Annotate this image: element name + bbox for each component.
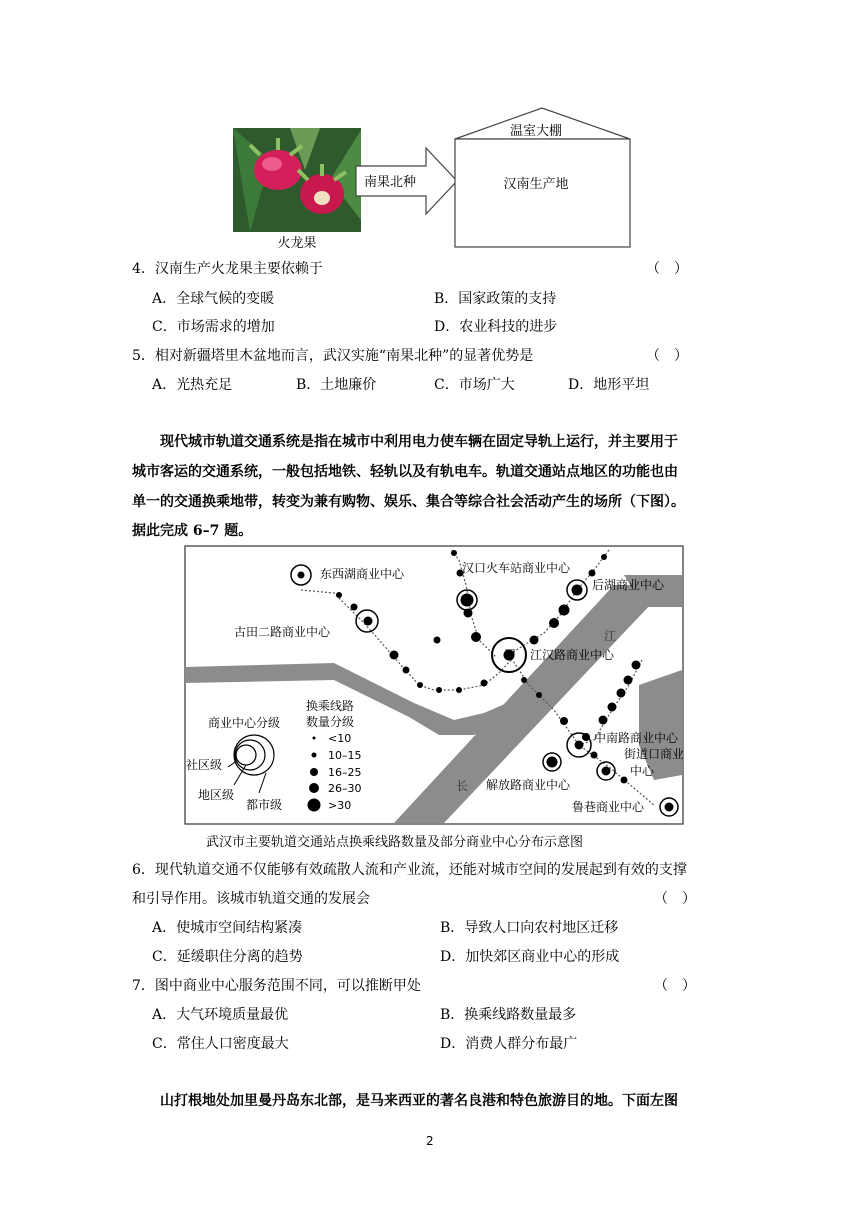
map-caption: 武汉市主要轨道交通站点换乘线路数量及部分商业中心分布示意图: [206, 835, 584, 850]
legend-district: 地区级: [198, 788, 235, 802]
legend-level-1: <10: [328, 732, 352, 745]
label-houhu: 后湖商业中心: [592, 578, 665, 592]
legend-level-2: 10–15: [328, 749, 362, 762]
legend-level-3: 16–25: [328, 766, 362, 779]
legend-city: 都市级: [246, 798, 283, 812]
label-luxiang: 鲁巷商业中心: [572, 800, 645, 814]
q4-stem: 4．汉南生产火龙果主要依赖于: [132, 261, 323, 277]
label-jia: 甲: [504, 648, 517, 662]
q5-option-b: B．土地廉价: [296, 377, 377, 393]
q5-stem: 5．相对新疆塔里木盆地而言，武汉实施“南果北种”的显著优势是: [132, 348, 534, 364]
legend-transfer-title-2: 数量分级: [306, 715, 355, 729]
legend-community: 社区级: [186, 758, 223, 772]
q4-option-c: C．市场需求的增加: [152, 319, 275, 335]
wuhan-rail-map: [184, 545, 684, 825]
label-jiefang: 解放路商业中心: [486, 778, 571, 792]
chang-label: 长: [456, 779, 469, 793]
q6-stem-line2: 和引导作用。该城市轨道交通的发展会: [132, 891, 370, 907]
legend-level-4: 26–30: [328, 782, 362, 795]
q5-option-a: A．光热充足: [152, 377, 233, 393]
label-dongxihu: 东西湖商业中心: [320, 567, 405, 581]
passage1-line3: 单一的交通换乘地带，转变为兼有购物、娱乐、集合等综合社会活动产生的场所（下图）。: [132, 494, 685, 510]
q6-option-d: D．加快郊区商业中心的形成: [440, 949, 620, 965]
passage1-line1: 现代城市轨道交通系统是指在城市中利用电力使车辆在固定导轨上运行，并主要用于: [160, 434, 678, 450]
legend-center-level-title: 商业中心分级: [208, 716, 281, 730]
q6-paren: （ ）: [654, 891, 696, 907]
page-number: 2: [426, 1134, 434, 1148]
pitaya-label: 火龙果: [277, 236, 317, 251]
label-zhongnan: 中南路商业中心: [594, 731, 679, 745]
q6-option-b: B．导致人口向农村地区迁移: [440, 920, 619, 936]
arrow-label: 南果北种: [363, 175, 417, 190]
passage2-line1: 山打根地处加里曼丹岛东北部，是马来西亚的著名良港和特色旅游目的地。下面左图: [160, 1093, 678, 1109]
q7-stem: 7．图中商业中心服务范围不同，可以推断甲处: [132, 978, 421, 994]
figure-pitaya-greenhouse: [230, 100, 640, 260]
label-jianghan: 江汉路商业中心: [530, 648, 615, 662]
greenhouse-roof-label: 温室大棚: [509, 124, 563, 139]
q7-option-d: D．消费人群分布最广: [440, 1036, 578, 1052]
q7-option-a: A．大气环境质量最优: [152, 1007, 289, 1023]
q4-option-b: B．国家政策的支持: [434, 291, 557, 307]
q5-option-c: C．市场广大: [434, 377, 515, 393]
legend-level-5: >30: [328, 799, 352, 812]
passage1-line2: 城市客运的交通系统，一般包括地铁、轻轨以及有轨电车。轨道交通站点地区的功能也由: [132, 464, 678, 480]
q4-option-a: A．全球气候的变暖: [152, 291, 275, 307]
wuhan-rail-map-svg: [184, 545, 684, 825]
greenhouse-box-label: 汉南生产地: [503, 177, 569, 192]
q6-stem-line1: 6．现代轨道交通不仅能够有效疏散人流和产业流，还能对城市空间的发展起到有效的支撑: [132, 862, 687, 878]
q5-option-d: D．地形平坦: [568, 377, 650, 393]
label-jiedaokou-1: 街道口商业: [624, 747, 684, 761]
q7-paren: （ ）: [654, 978, 696, 994]
label-jiedaokou-2: 中心: [630, 764, 655, 778]
passage1-line4: 据此完成 6–7 题。: [132, 523, 253, 539]
greenhouse-box: [455, 139, 630, 247]
q6-option-a: A．使城市空间结构紧凑: [152, 920, 303, 936]
q5-paren: （ ）: [646, 348, 688, 364]
q7-option-c: C．常住人口密度最大: [152, 1036, 289, 1052]
pitaya-photo: [233, 128, 361, 232]
legend-transfer-title-1: 换乘线路: [306, 699, 355, 713]
q4-paren: （ ）: [646, 261, 688, 277]
pitaya-greenhouse-svg: [230, 100, 640, 260]
q6-option-c: C．延缓职住分离的趋势: [152, 949, 303, 965]
q4-option-d: D．农业科技的进步: [434, 319, 558, 335]
label-gutian: 古田二路商业中心: [234, 625, 331, 639]
q7-option-b: B．换乘线路数量最多: [440, 1007, 577, 1023]
jiang-label: 江: [604, 629, 617, 643]
label-hankou: 汉口火车站商业中心: [462, 561, 571, 575]
